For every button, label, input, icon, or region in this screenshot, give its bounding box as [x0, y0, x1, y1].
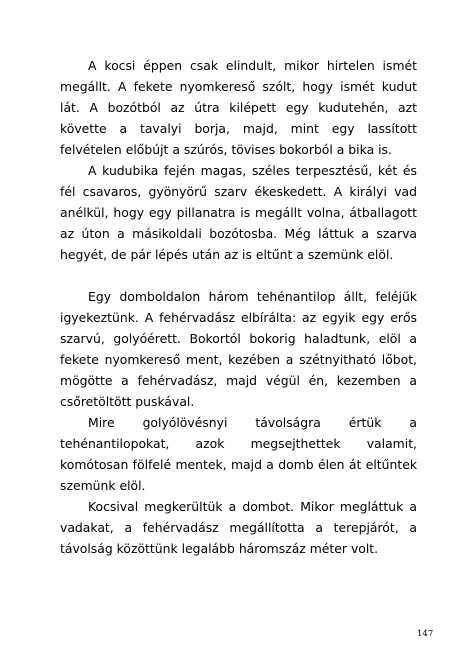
body-text — [60, 55, 417, 559]
paragraph: A kocsi éppen csak elindult, mikor hirtelen ismét megállt. A fekete nyomkereső szólt, hogy ismét kudut lát. A bozótból az útra kilépett egy kudutehén, azt követte a tavalyi borja, majd, mint egy lassított felvételen előbújt a szúrós, tövises bokorból a bika is. — [60, 58, 417, 157]
paragraph: Mire golyólövésnyi távolságra értük a tehénantilopokat, azok megsejthettek valamit, komótosan fölfelé mentek, majd a domb élen át eltűntek szemünk elöl. — [60, 415, 417, 493]
page-number: 147 — [417, 629, 434, 639]
paragraph: A kudubika fején magas, széles terpesztésű, két és fél csavaros, gyönyörű szarv ékeskedett. A királyi vad anélkül, hogy egy pillanatra is megállt volna, átballagott az úton a másikoldali bozótosba. Még láttuk a szarva hegyét, de pár lépés után az is eltűnt a szemünk elöl. — [60, 163, 417, 262]
paragraph: Kocsival megkerültük a dombot. Mikor megláttuk a vadakat, a fehérvadász megállította a terepjárót, a távolság közöttünk legalább háromszáz méter volt. — [60, 499, 417, 556]
paragraph: Egy domboldalon három tehénantilop állt, feléjük igyekeztünk. A fehérvadász elbírálta: az egyik egy erős szarvú, golyóérett. Bokortól bokorig haladtunk, elöl a fekete nyomkereső ment, kezében a szétnyitható lőbot, mögötte a fehérvadász, majd végül én, kezemben a csőretöltött puskával. — [60, 289, 417, 409]
